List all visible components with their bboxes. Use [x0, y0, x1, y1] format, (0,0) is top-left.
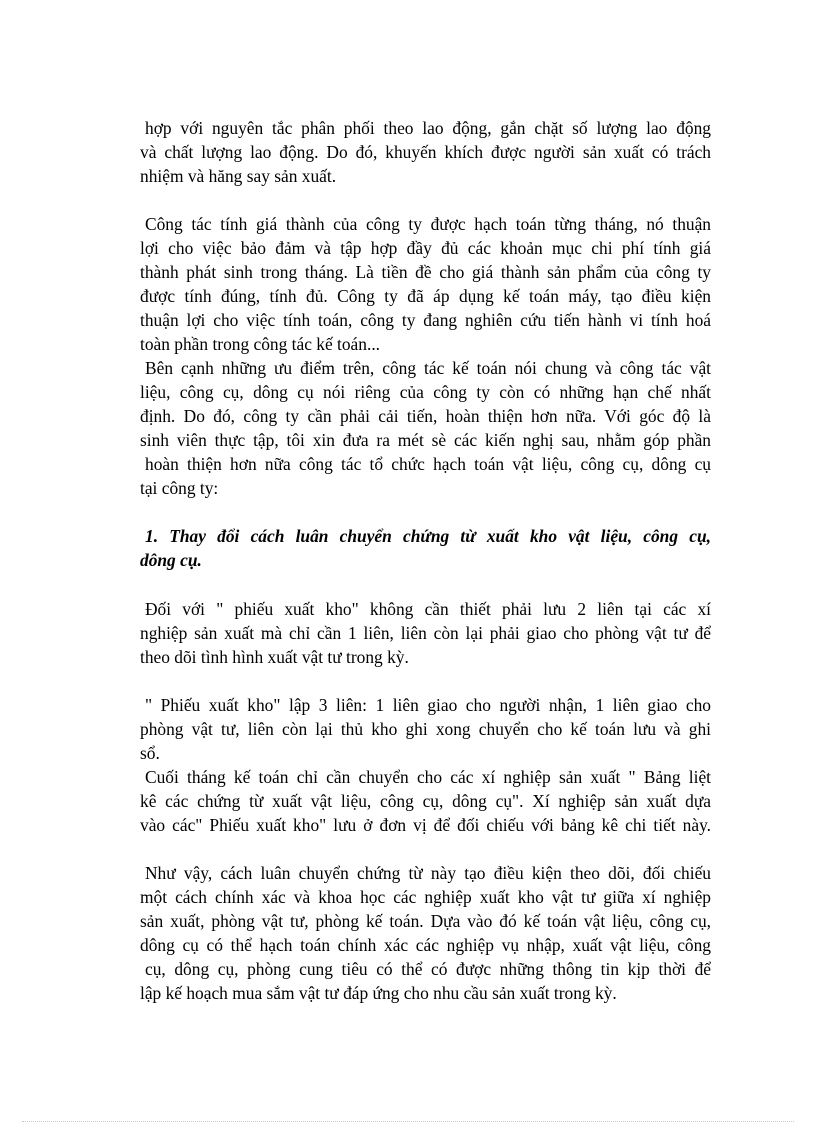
- paragraph-4-line-1: Đối với " phiếu xuất kho" không cần thiết phải lưu 2 liên tại các xí: [145, 599, 711, 619]
- paragraph-3-line-2: liệu, công cụ, dông cụ nói riêng của công ty còn có những hạn chế nhất: [140, 382, 711, 402]
- paragraph-6-line-3: vào các" Phiếu xuất kho" lưu ở đơn vị để đối chiếu với bảng kê chi tiết này.: [140, 815, 711, 835]
- paragraph-4-line-3: theo dõi tình hình xuất vật tư trong kỳ.: [140, 647, 409, 667]
- paragraph-7-line-1: Như vậy, cách luân chuyển chứng từ này tạo điều kiện theo dõi, đối chiếu: [145, 863, 711, 883]
- paragraph-2-line-4: được tính đúng, tính đủ. Công ty đã áp dụng kế toán máy, tạo điều kiện: [140, 286, 711, 306]
- section-heading-line-2: dông cụ.: [140, 550, 202, 570]
- paragraph-4-line-2: nghiệp sản xuất mà chỉ cần 1 liên, liên còn lại phải giao cho phòng vật tư để: [140, 623, 711, 643]
- paragraph-3-line-5: hoàn thiện hơn nữa công tác tổ chức hạch toán vật liệu, công cụ, dông cụ: [145, 454, 711, 474]
- paragraph-2-line-5: thuận lợi cho việc tính toán, công ty đang nghiên cứu tiến hành vi tính hoá: [140, 310, 711, 330]
- paragraph-2-line-6: toàn phần trong công tác kế toán...: [140, 334, 381, 354]
- paragraph-2-line-3: thành phát sinh trong tháng. Là tiền đề cho giá thành sản phẩm của công ty: [140, 262, 711, 282]
- paragraph-7-line-4: dông cụ có thể hạch toán chính xác các nghiệp vụ nhập, xuất vật liệu, công: [140, 935, 711, 955]
- section-heading-line-1: 1. Thay đổi cách luân chuyển chứng từ xuất kho vật liệu, công cụ,: [145, 526, 711, 546]
- paragraph-5-line-2: phòng vật tư, liên còn lại thủ kho ghi xong chuyển cho kế toán lưu và ghi: [140, 719, 711, 739]
- paragraph-5-line-1: " Phiếu xuất kho" lập 3 liên: 1 liên giao cho người nhận, 1 liên giao cho: [145, 695, 711, 715]
- paragraph-3-line-3: định. Do đó, công ty cần phải cải tiến, hoàn thiện hơn nữa. Với góc độ là: [140, 406, 711, 426]
- paragraph-7-line-2: một cách chính xác và khoa học các nghiệp xuất kho vật tư giữa xí nghiệp: [140, 887, 711, 907]
- paragraph-7-line-3: sản xuất, phòng vật tư, phòng kế toán. Dựa vào đó kế toán vật liệu, công cụ,: [140, 911, 711, 931]
- paragraph-2-line-1: Công tác tính giá thành của công ty được hạch toán từng tháng, nó thuận: [145, 214, 711, 234]
- paragraph-3-line-1: Bên cạnh những ưu điểm trên, công tác kế toán nói chung và công tác vật: [145, 358, 711, 378]
- paragraph-3-line-4: sinh viên thực tập, tôi xin đưa ra mét sè các kiến nghị sau, nhằm góp phần: [140, 430, 711, 450]
- paragraph-1-line-3: nhiệm và hăng say sản xuất.: [140, 166, 337, 186]
- paragraph-6-line-1: Cuối tháng kế toán chỉ cần chuyển cho các xí nghiệp sản xuất " Bảng liệt: [145, 767, 711, 787]
- paragraph-7-line-6: lập kế hoạch mua sắm vật tư đáp ứng cho nhu cầu sản xuất trong kỳ.: [140, 983, 617, 1003]
- paragraph-2-line-2: lợi cho việc bảo đảm và tập hợp đầy đủ các khoản mục chi phí tính giá: [140, 238, 711, 258]
- paragraph-7-line-5: cụ, dông cụ, phòng cung tiêu có thể có được những thông tin kịp thời để: [145, 959, 711, 979]
- page-bottom-divider: [22, 1121, 794, 1122]
- paragraph-3-line-6: tại công ty:: [140, 478, 219, 498]
- paragraph-1-line-2: và chất lượng lao động. Do đó, khuyến khích được người sản xuất có trách: [140, 142, 711, 162]
- paragraph-5-line-3: sổ.: [140, 743, 160, 763]
- paragraph-6-line-2: kê các chứng từ xuất vật liệu, công cụ, dông cụ". Xí nghiệp sản xuất dựa: [140, 791, 711, 811]
- paragraph-1-line-1: hợp với nguyên tắc phân phối theo lao động, gắn chặt số lượng lao động: [145, 118, 711, 138]
